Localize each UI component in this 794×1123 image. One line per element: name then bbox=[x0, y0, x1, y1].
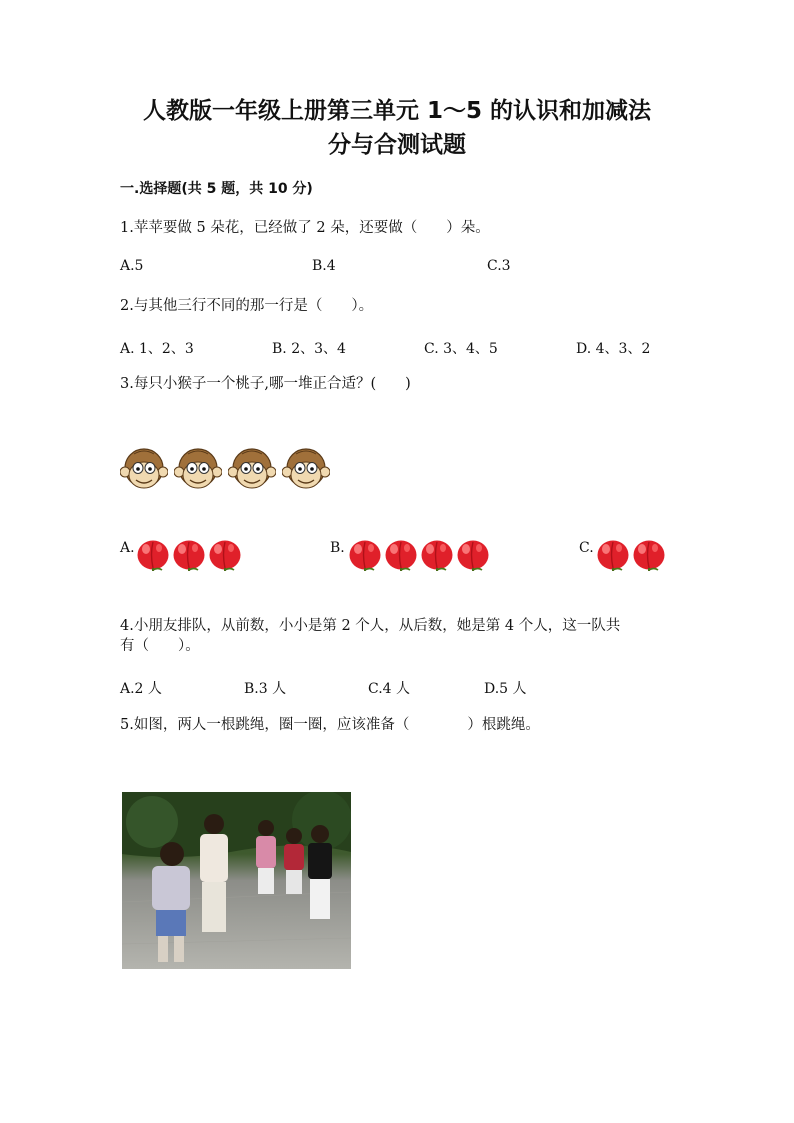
peach-icon bbox=[172, 536, 206, 572]
q3-option-c-label: C. bbox=[579, 540, 594, 556]
peach-icon bbox=[348, 536, 382, 572]
question-3: 3.每只小猴子一个桃子,哪一堆正合适？( ) bbox=[120, 376, 411, 392]
children-playing-photo bbox=[122, 792, 351, 969]
peach-icon bbox=[632, 536, 666, 572]
question-4-line2: 有（ ）。 bbox=[120, 638, 200, 654]
q2-option-a: A. 1、2、3 bbox=[120, 341, 194, 357]
monkey-icon bbox=[282, 446, 330, 492]
q4-option-b: B.3 人 bbox=[244, 681, 287, 697]
peach-icon bbox=[596, 536, 630, 572]
question-1: 1.苹苹要做 5 朵花，已经做了 2 朵，还要做（ ）朵。 bbox=[120, 220, 490, 236]
q2-option-b: B. 2、3、4 bbox=[272, 341, 346, 357]
question-4-line1: 4.小朋友排队，从前数，小小是第 2 个人，从后数，她是第 4 个人，这一队共 bbox=[120, 618, 621, 634]
q3-option-b-label: B. bbox=[330, 540, 345, 556]
q3-option-a-label: A. bbox=[120, 540, 135, 556]
question-5: 5.如图，两人一根跳绳，圈一圈，应该准备（ ）根跳绳。 bbox=[120, 717, 540, 733]
q1-option-a: A.5 bbox=[120, 258, 144, 274]
peach-icon bbox=[136, 536, 170, 572]
q3-option-a-peaches bbox=[136, 536, 242, 572]
monkey-row bbox=[120, 446, 330, 492]
q4-option-a: A.2 人 bbox=[120, 681, 162, 697]
q3-option-b-peaches bbox=[348, 536, 490, 572]
monkey-icon bbox=[228, 446, 276, 492]
q2-option-c: C. 3、4、5 bbox=[424, 341, 498, 357]
document-title-line1: 人教版一年级上册第三单元 1～5 的认识和加减法 bbox=[142, 98, 652, 124]
peach-icon bbox=[384, 536, 418, 572]
q1-option-b: B.4 bbox=[312, 258, 336, 274]
section-heading: 一.选择题(共 5 题，共 10 分) bbox=[120, 181, 313, 197]
peach-icon bbox=[208, 536, 242, 572]
q4-option-d: D.5 人 bbox=[484, 681, 527, 697]
document-title-line2: 分与合测试题 bbox=[328, 132, 466, 158]
q4-option-c: C.4 人 bbox=[368, 681, 411, 697]
monkey-icon bbox=[120, 446, 168, 492]
peach-icon bbox=[456, 536, 490, 572]
q3-option-c-peaches bbox=[596, 536, 666, 572]
q2-option-d: D. 4、3、2 bbox=[576, 341, 651, 357]
peach-icon bbox=[420, 536, 454, 572]
q1-option-c: C.3 bbox=[487, 258, 511, 274]
question-2: 2.与其他三行不同的那一行是（ ）。 bbox=[120, 298, 374, 314]
monkey-icon bbox=[174, 446, 222, 492]
